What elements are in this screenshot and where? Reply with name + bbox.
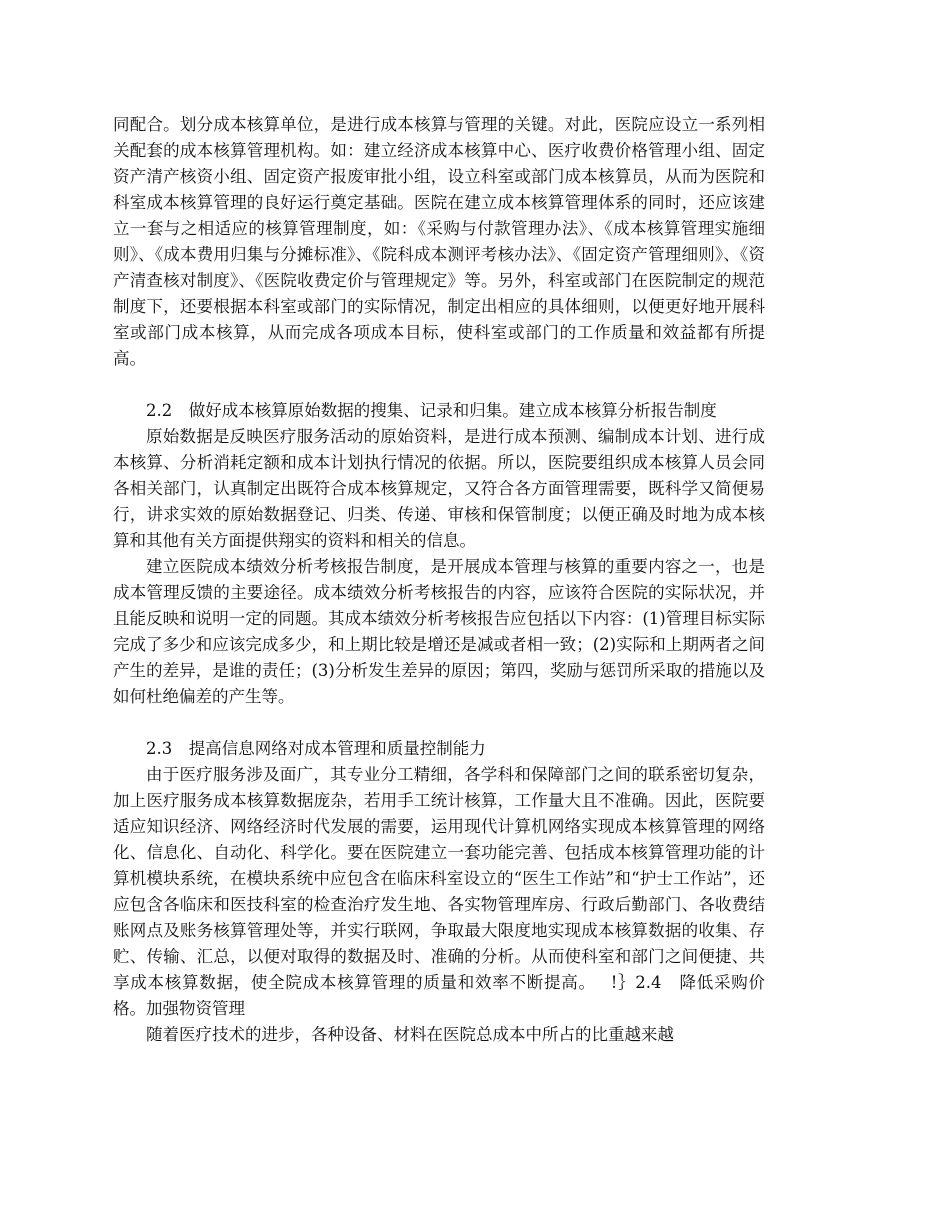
paragraph-performance-report: 建立医院成本绩效分析考核报告制度，是开展成本管理与核算的重要内容之一，也是成本管理反馈的主要途径。成本绩效分析考核报告的内容，应该符合医院的实际状况，并且能反映和说明一定的同题。其成本绩效分析考核报告应包括以下内容：(1)管理目标实际完成了多少和应该完成多少，和上期比较是增还是减或者相一致；(2)实际和上期两者之间产生的差异，是谁的责任；(3)分析发生差异的原因；第四，奖励与惩罚所采取的措施以及如何杜绝偏差的产生等。 [113,557,765,706]
paragraph-gap [113,710,765,736]
section-heading-2-2: 2.2 做好成本核算原始数据的搜集、记录和归集。建立成本核算分析报告制度 [146,401,717,420]
document-page [113,112,765,1048]
paragraph-medical-equipment: 随着医疗技术的进步，各种设备、材料在医院总成本中所占的比重越来越 [146,1025,674,1044]
paragraph-gap [113,372,765,398]
paragraph-information-network: 由于医疗服务涉及面广，其专业分工精细，各学科和保障部门之间的联系密切复杂，加上医疗服务成本核算数据庞杂，若用手工统计核算，工作量大且不准确。因此，医院要适应知识经济、网络经济时代发展的需要，运用现代计算机网络实现成本核算管理的网络化、信息化、自动化、科学化。要在医院建立一套功能完善、包括成本核算管理功能的计算机模块系统，在模块系统中应包含在临床科室设立的“医生工作站”和“护士工作站”，还应包含各临床和医技科室的检查治疗发生地、各实物管理库房、行政后勤部门、各收费结账网点及账务核算管理处等，并实行联网，争取最大限度地实现成本核算数据的收集、存贮、传输、汇总，以便对取得的数据及时、准确的分析。从而使科室和部门之间便捷、共享成本核算数据，使全院成本核算管理的质量和效率不断提高。 !｝2.4 降低采购价格。加强物资管理 [113,765,765,1018]
section-heading-2-3: 2.3 提高信息网络对成本管理和质量控制能力 [146,739,486,758]
paragraph-cost-accounting-organization: 同配合。划分成本核算单位，是进行成本核算与管理的关键。对此，医院应设立一系列相关配套的成本核算管理机构。如：建立经济成本核算中心、医疗收费价格管理小组、固定资产清产核资小组、固定资产报废审批小组，设立科室或部门成本核算员，从而为医院和科室成本核算管理的良好运行奠定基础。医院在建立成本核算管理体系的同时，还应该建立一套与之相适应的核算管理制度，如：《采购与付款管理办法》、《成本核算管理实施细则》、《成本费用归集与分摊标准》、《院科成本测评考核办法》、《固定资产管理细则》、《资产清查核对制度》、《医院收费定价与管理规定》等。另外，科室或部门在医院制定的规范制度下，还要根据本科室或部门的实际情况，制定出相应的具体细则，以便更好地开展科室或部门成本核算，从而完成各项成本目标，使科室或部门的工作质量和效益都有所提高。 [113,115,765,368]
paragraph-raw-data: 原始数据是反映医疗服务活动的原始资料，是进行成本预测、编制成本计划、进行成本核算、分析消耗定额和成本计划执行情况的依据。所以，医院要组织成本核算人员会同各相关部门，认真制定出既符合成本核算规定，又符合各方面管理需要，既科学又简便易行，讲求实效的原始数据登记、归类、传递、审核和保管制度；以便正确及时地为成本核算和其他有关方面提供翔实的资料和相关的信息。 [113,427,765,550]
